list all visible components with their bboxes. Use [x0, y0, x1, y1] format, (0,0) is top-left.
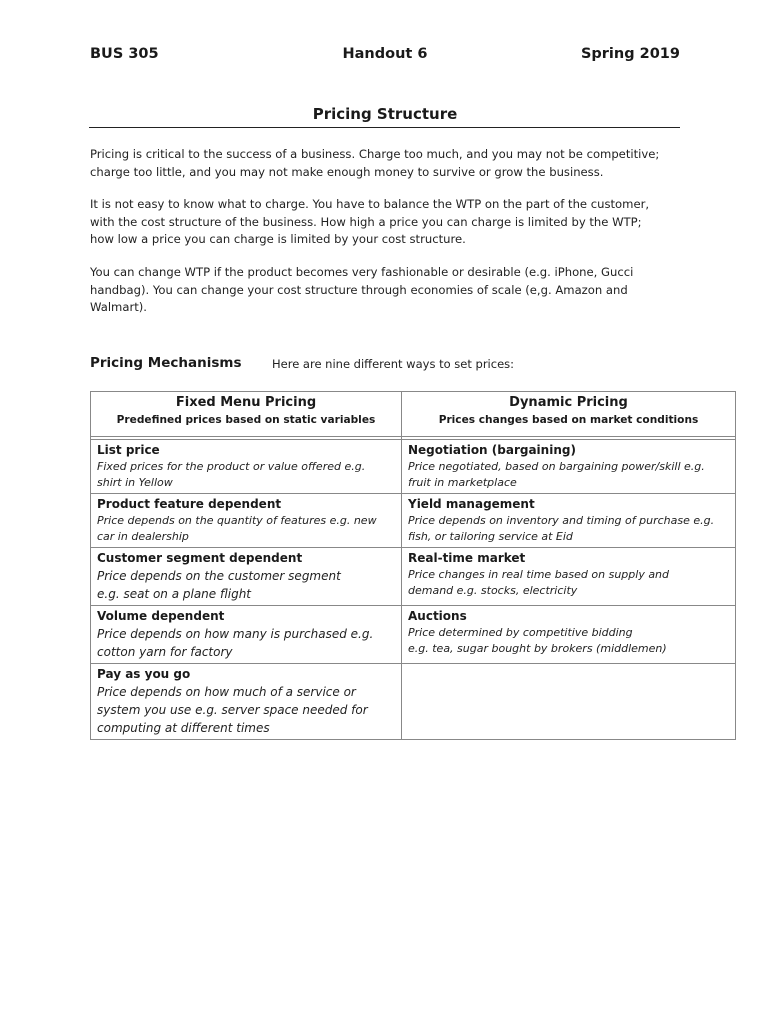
table-row: [91, 494, 736, 548]
item-description: fish, or tailoring service at Eid: [408, 530, 573, 543]
item-description: car in dealership: [97, 530, 189, 543]
item-title: Auctions: [408, 609, 467, 623]
handout-number: Handout 6: [342, 46, 428, 62]
table-cell: [91, 494, 402, 548]
dynamic-pricing-header: [402, 392, 736, 437]
text-line: Walmart).: [90, 300, 147, 314]
item-description: e.g. tea, sugar bought by brokers (middlemen): [408, 642, 667, 655]
item-description: Price changes in real time based on supply and: [408, 568, 670, 581]
item-description: cotton yarn for factory: [97, 645, 233, 659]
item-description: system you use e.g. server space needed for: [97, 703, 368, 717]
item-description: Price depends on how many is purchased e.g.: [97, 627, 374, 641]
item-title: Customer segment dependent: [97, 551, 303, 565]
text-line: You can change WTP if the product becomes very fashionable or desirable (e.g. iPhone, Gucci: [90, 265, 634, 279]
text-line: charge too little, and you may not make enough money to survive or grow the business.: [90, 164, 604, 179]
table-cell: [91, 606, 402, 664]
table-row: [91, 664, 736, 740]
item-title: Negotiation (bargaining): [408, 443, 576, 457]
item-description: shirt in Yellow: [97, 476, 173, 489]
empty-cell: [402, 664, 736, 740]
term: Spring 2019: [580, 46, 680, 62]
table-row: [91, 440, 736, 494]
table-cell: [402, 494, 736, 548]
intro-paragraph: [90, 146, 680, 181]
table-cell: [91, 548, 402, 606]
text-line: Pricing is critical to the success of a business. Charge too much, and you may not be competitive;: [90, 147, 660, 161]
table-cell: [402, 548, 736, 606]
item-description: fruit in marketplace: [408, 476, 517, 489]
title-divider: [89, 127, 680, 128]
page-title: Pricing Structure: [312, 105, 458, 123]
item-title: Real-time market: [408, 551, 526, 565]
mechanisms-subtitle: Here are nine different ways to set prices:: [272, 357, 515, 371]
dynamic-pricing-subtitle: Prices changes based on market conditions: [438, 414, 699, 426]
table-row: [91, 548, 736, 606]
table-header-row: [91, 392, 736, 437]
item-description: Price depends on the customer segment: [97, 569, 341, 583]
item-description: computing at different times: [97, 721, 270, 735]
table-cell: [402, 440, 736, 494]
text-line: how low a price you can charge is limited by your cost structure.: [90, 232, 466, 246]
fixed-pricing-subtitle: Predefined prices based on static variables: [116, 414, 376, 426]
item-title: List price: [97, 443, 160, 457]
fixed-pricing-title: Fixed Menu Pricing: [175, 395, 317, 410]
pricing-table: [90, 391, 736, 740]
text-line: It is not easy to know what to charge. You have to balance the WTP on the part of the customer,: [90, 197, 650, 211]
item-description: Price negotiated, based on bargaining power/skill e.g.: [408, 460, 705, 473]
table-cell: [91, 664, 402, 740]
item-description: Price depends on the quantity of features e.g. new: [97, 514, 377, 527]
item-description: Fixed prices for the product or value offered e.g.: [97, 460, 366, 473]
table-cell: [402, 606, 736, 664]
dynamic-pricing-title: Dynamic Pricing: [509, 395, 628, 410]
text-line: with the cost structure of the business. How high a price you can charge is limited by the WTP;: [90, 214, 642, 229]
course-code: BUS 305: [90, 46, 159, 62]
item-description: demand e.g. stocks, electricity: [408, 584, 578, 597]
text-line: handbag). You can change your cost structure through economies of scale (e,g. Amazon and: [90, 282, 628, 297]
item-description: e.g. seat on a plane flight: [97, 587, 252, 601]
item-title: Product feature dependent: [97, 497, 282, 511]
table-row: [91, 606, 736, 664]
item-title: Volume dependent: [97, 609, 225, 623]
item-title: Pay as you go: [97, 667, 191, 681]
item-description: Price depends on how much of a service or: [97, 685, 356, 699]
item-title: Yield management: [408, 497, 535, 511]
page-header: [90, 46, 680, 68]
item-description: Price depends on inventory and timing of purchase e.g.: [408, 514, 715, 527]
item-description: Price determined by competitive bidding: [408, 626, 633, 639]
mechanisms-heading: Pricing Mechanisms: [90, 355, 242, 371]
wtp-paragraph: [90, 196, 680, 249]
cost-structure-paragraph: [90, 264, 680, 317]
fixed-pricing-header: [91, 392, 402, 437]
table-cell: [91, 440, 402, 494]
